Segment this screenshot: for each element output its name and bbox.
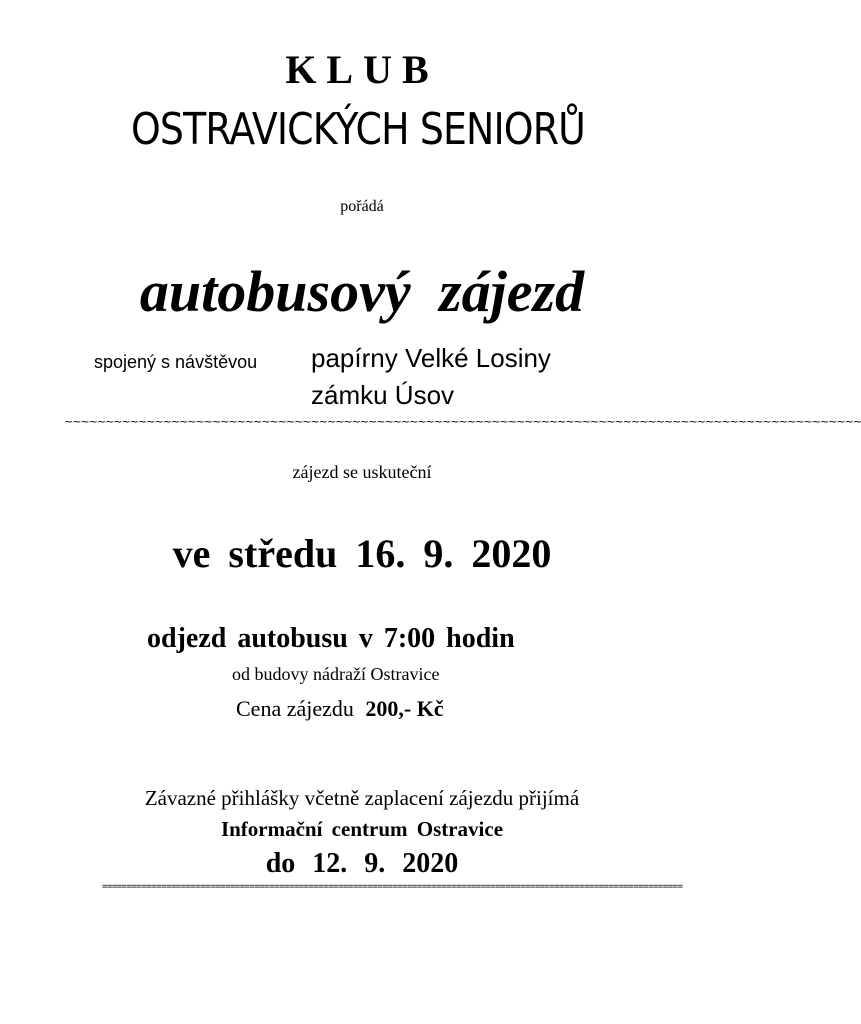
- departure-time: odjezd autobusu v 7:00 hodin: [147, 623, 515, 654]
- price-label: Cena zájezdu: [236, 696, 354, 721]
- equals-divider: ======================================================================================================================: [102, 882, 683, 892]
- event-date: ve středu 16. 9. 2020: [172, 531, 552, 576]
- takes-place-text: zájezd se uskuteční: [292, 462, 432, 482]
- price-value: 200,- Kč: [365, 696, 444, 721]
- registration-deadline: do 12. 9. 2020: [265, 848, 459, 879]
- trip-type-title: autobusový zájezd: [139, 259, 585, 324]
- organizes-text: pořádá: [340, 198, 384, 215]
- visit-label: spojený s návštěvou: [94, 352, 258, 372]
- price-line: [236, 696, 444, 722]
- registration-note: Závazné přihlášky včetně zaplacení zájezdu přijímá: [144, 786, 580, 810]
- visit-destination-1: papírny Velké Losiny: [311, 343, 551, 373]
- registration-office: Informační centrum Ostravice: [220, 817, 504, 841]
- departure-place: od budovy nádraží Ostravice: [232, 664, 440, 684]
- club-label: KLUB: [285, 47, 439, 92]
- visit-destination-2: zámku Úsov: [311, 380, 455, 410]
- wave-divider: ~~~~~~~~~~~~~~~~~~~~~~~~~~~~~~~~~~~~~~~~~~~~~~~~~~~~~~~~~~~~~~~~~~~~~~~~~~~~~~~~~~~~~~~~~~~~~~~~~: [64, 415, 861, 428]
- club-name: OSTRAVICKÝCH SENIORŮ: [131, 104, 585, 155]
